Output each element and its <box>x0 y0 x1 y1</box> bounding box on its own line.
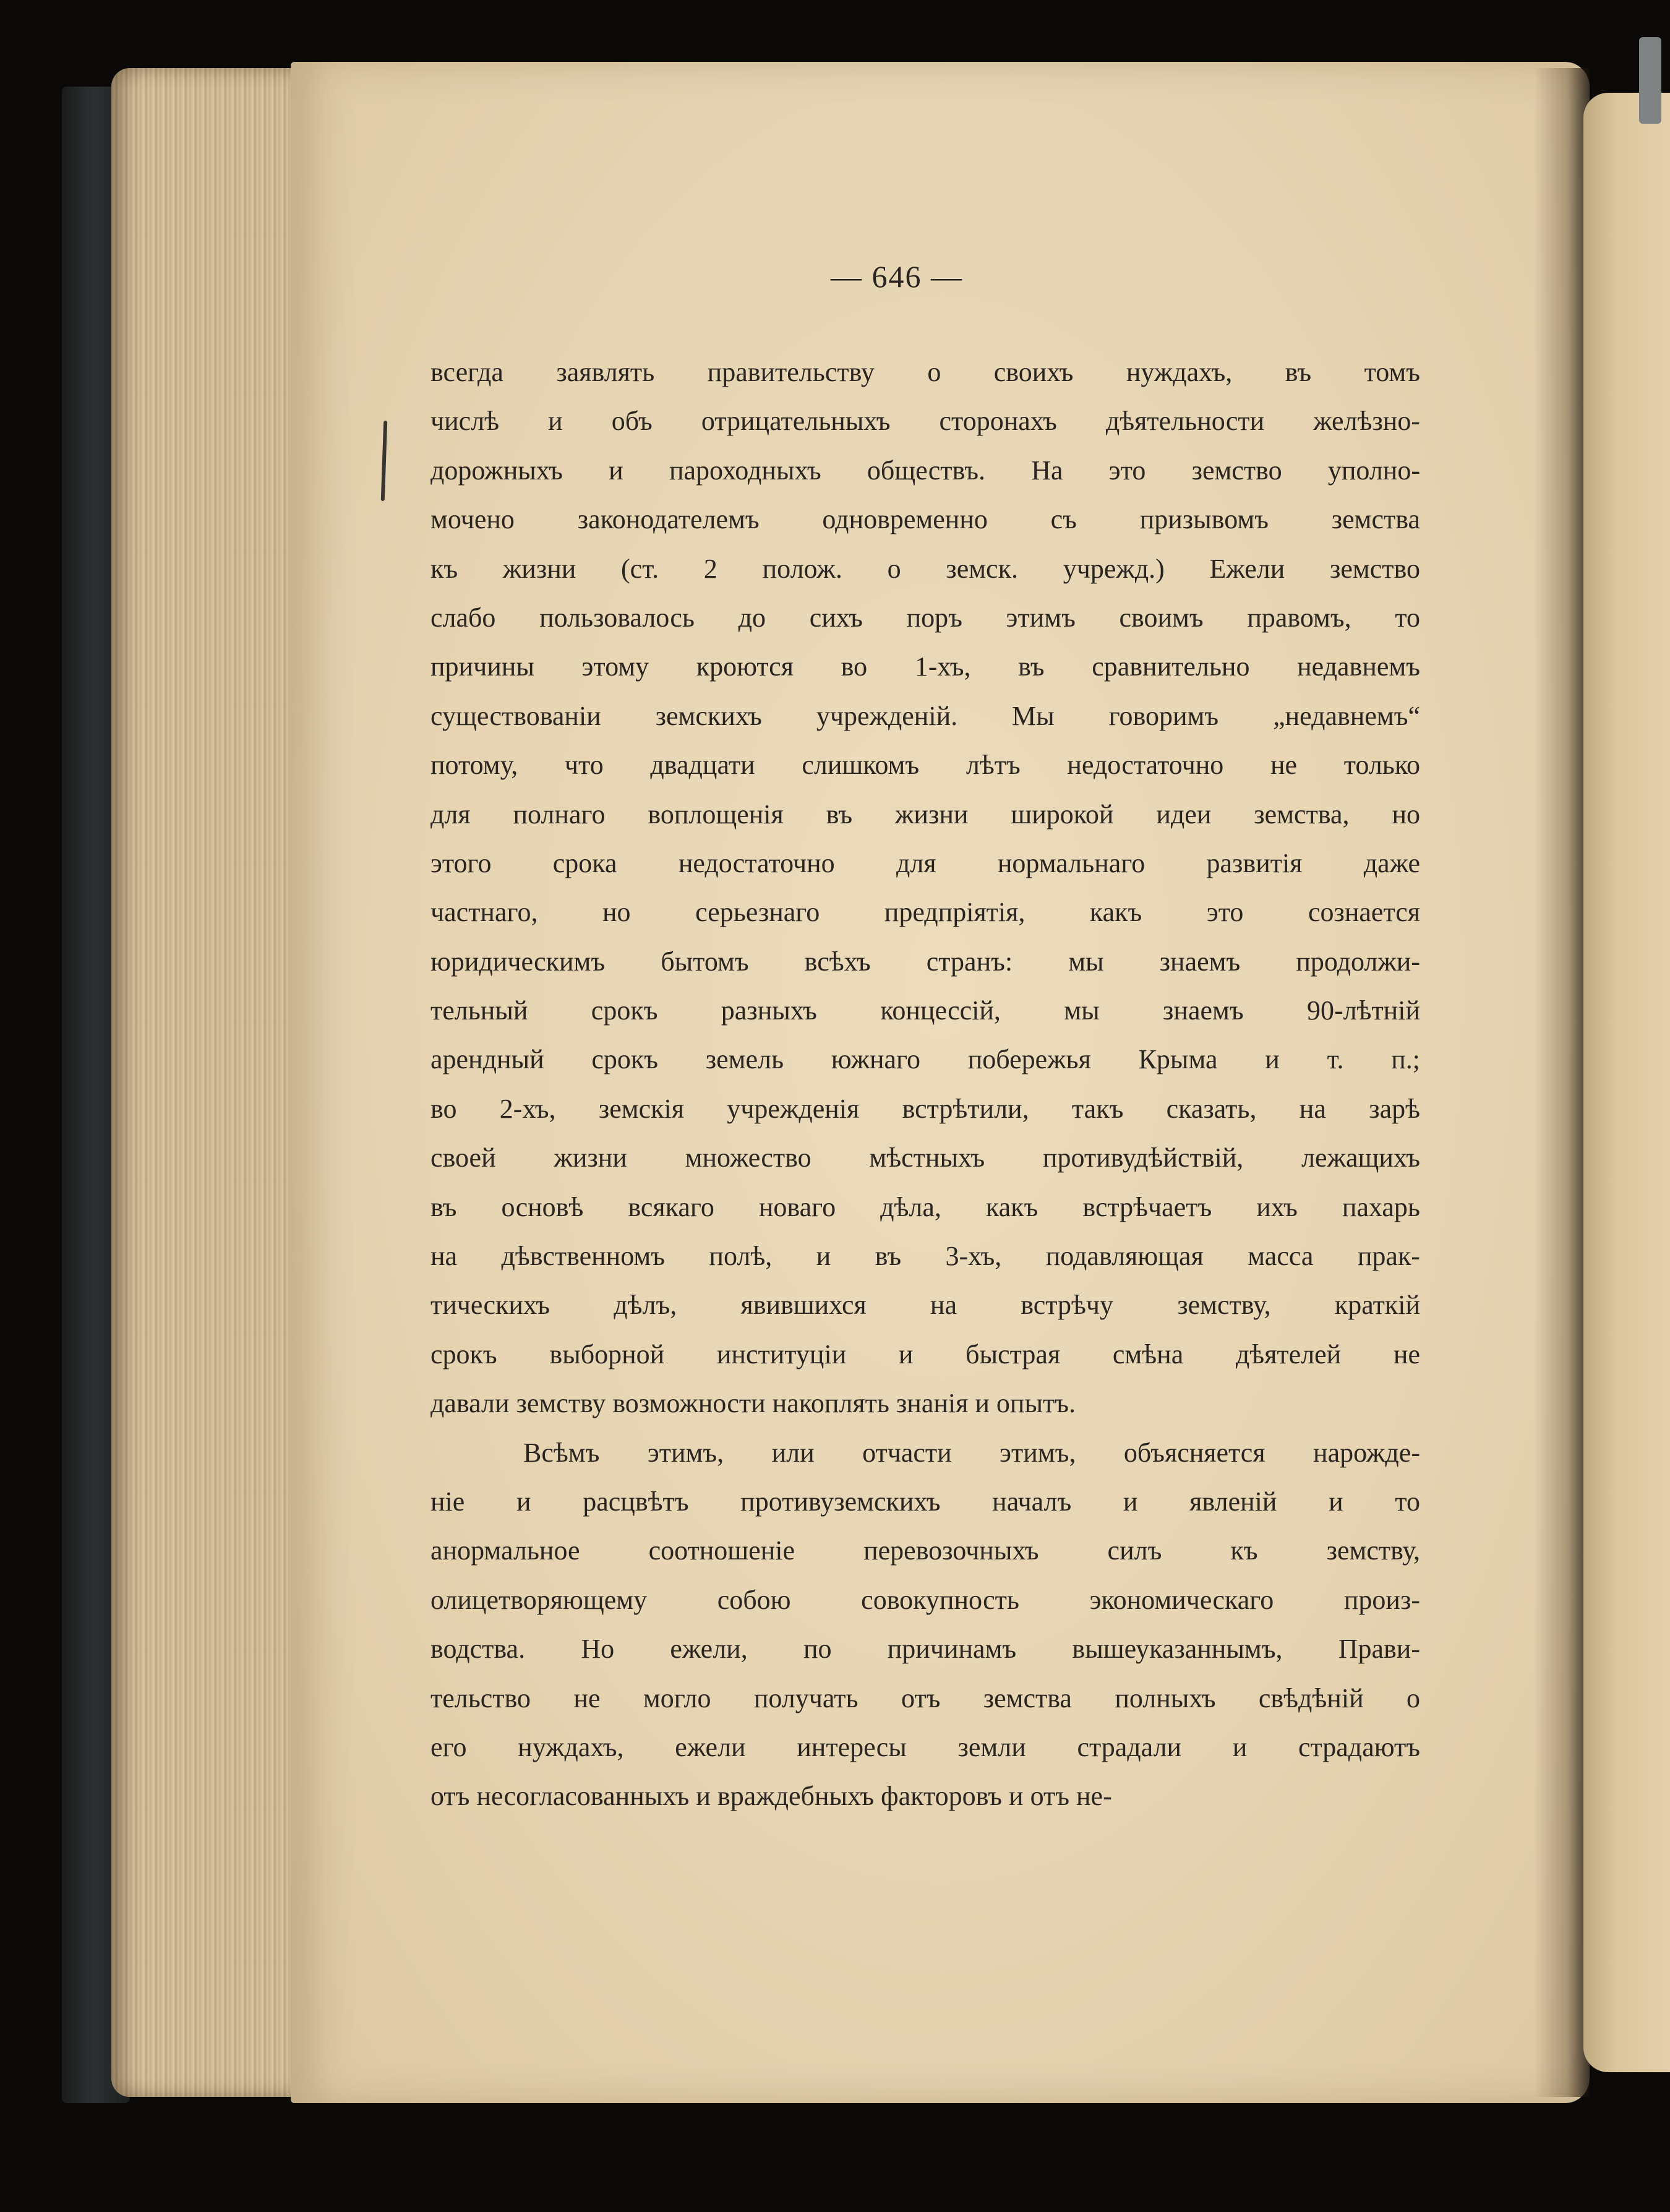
page-number: — 646 — <box>831 259 963 294</box>
text-line: дорожныхъ и пароходныхъ обществъ. На это земство уполно- <box>430 455 1420 486</box>
facing-page-edge <box>1583 93 1670 2072</box>
scanner-corner-mark <box>1639 37 1661 124</box>
text-line: давали земству возможности накоплять знанія и опытъ. <box>430 1388 1076 1419</box>
text-line: Всѣмъ этимъ, или отчасти этимъ, объясняется нарожде- <box>523 1437 1420 1468</box>
gutter-shadow <box>1534 68 1590 2097</box>
text-line: во 2-хъ, земскія учрежденія встрѣтили, такъ сказать, на зарѣ <box>430 1093 1420 1124</box>
text-line: въ основѣ всякаго новаго дѣла, какъ встрѣчаетъ ихъ пахарь <box>430 1191 1420 1222</box>
text-line: своей жизни множество мѣстныхъ противудѣйствій, лежащихъ <box>430 1142 1420 1173</box>
text-line: олицетворяющему собою совокупность экономическаго произ- <box>430 1584 1420 1615</box>
text-line: отъ несогласованныхъ и враждебныхъ факторовъ и отъ не- <box>430 1781 1112 1812</box>
text-line: водства. Но ежели, по причинамъ вышеуказаннымъ, Прави- <box>430 1634 1420 1665</box>
text-line: этого срока недостаточно для нормальнаго развитія даже <box>430 847 1420 878</box>
text-line: на дѣвственномъ полѣ, и въ 3-хъ, подавляющая масса прак- <box>430 1241 1420 1272</box>
text-line: арендный срокъ земель южнаго побережья Крыма и т. п.; <box>430 1044 1420 1075</box>
text-line: слабо пользовалось до сихъ поръ этимъ своимъ правомъ, то <box>430 602 1420 633</box>
text-line: для полнаго воплощенія въ жизни широкой идеи земства, но <box>430 799 1420 830</box>
text-line: числѣ и объ отрицательныхъ сторонахъ дѣятельности желѣзно- <box>430 406 1420 437</box>
text-line: потому, что двадцати слишкомъ лѣтъ недостаточно не только <box>430 750 1420 781</box>
text-line: частнаго, но серьезнаго предпріятія, какъ это сознается <box>430 897 1420 928</box>
text-line: къ жизни (ст. 2 полож. о земск. учрежд.) Ежели земство <box>430 553 1420 584</box>
text-line: тическихъ дѣлъ, явившихся на встрѣчу земству, краткій <box>430 1290 1420 1321</box>
text-line: юридическимъ бытомъ всѣхъ странъ: мы знаемъ продолжи- <box>430 946 1420 977</box>
page-text <box>430 348 1420 1821</box>
text-line: анормальное соотношеніе перевозочныхъ силъ къ земству, <box>430 1535 1420 1566</box>
page-edges-stack <box>111 68 297 2097</box>
text-line: причины этому кроются во 1-хъ, въ сравнительно недавнемъ <box>430 651 1420 682</box>
paragraph-1 <box>430 348 1420 1428</box>
text-line: всегда заявлять правительству о своихъ нуждахъ, въ томъ <box>430 357 1420 387</box>
text-line: тельство не могло получать отъ земства полныхъ свѣдѣній о <box>430 1683 1420 1713</box>
text-line: ніе и расцвѣтъ противуземскихъ началъ и явленій и то <box>430 1486 1420 1517</box>
text-line: срокъ выборной институціи и быстрая смѣна дѣятелей не <box>430 1339 1420 1370</box>
text-line: мочено законодателемъ одновременно съ призывомъ земства <box>430 504 1420 535</box>
text-line: существованіи земскихъ учрежденій. Мы говоримъ „недавнемъ“ <box>430 700 1420 731</box>
paragraph-2 <box>430 1428 1420 1821</box>
text-line: тельный срокъ разныхъ концессій, мы знаемъ 90-лѣтній <box>430 995 1420 1026</box>
text-line: его нуждахъ, ежели интересы земли страдали и страдаютъ <box>430 1731 1420 1762</box>
